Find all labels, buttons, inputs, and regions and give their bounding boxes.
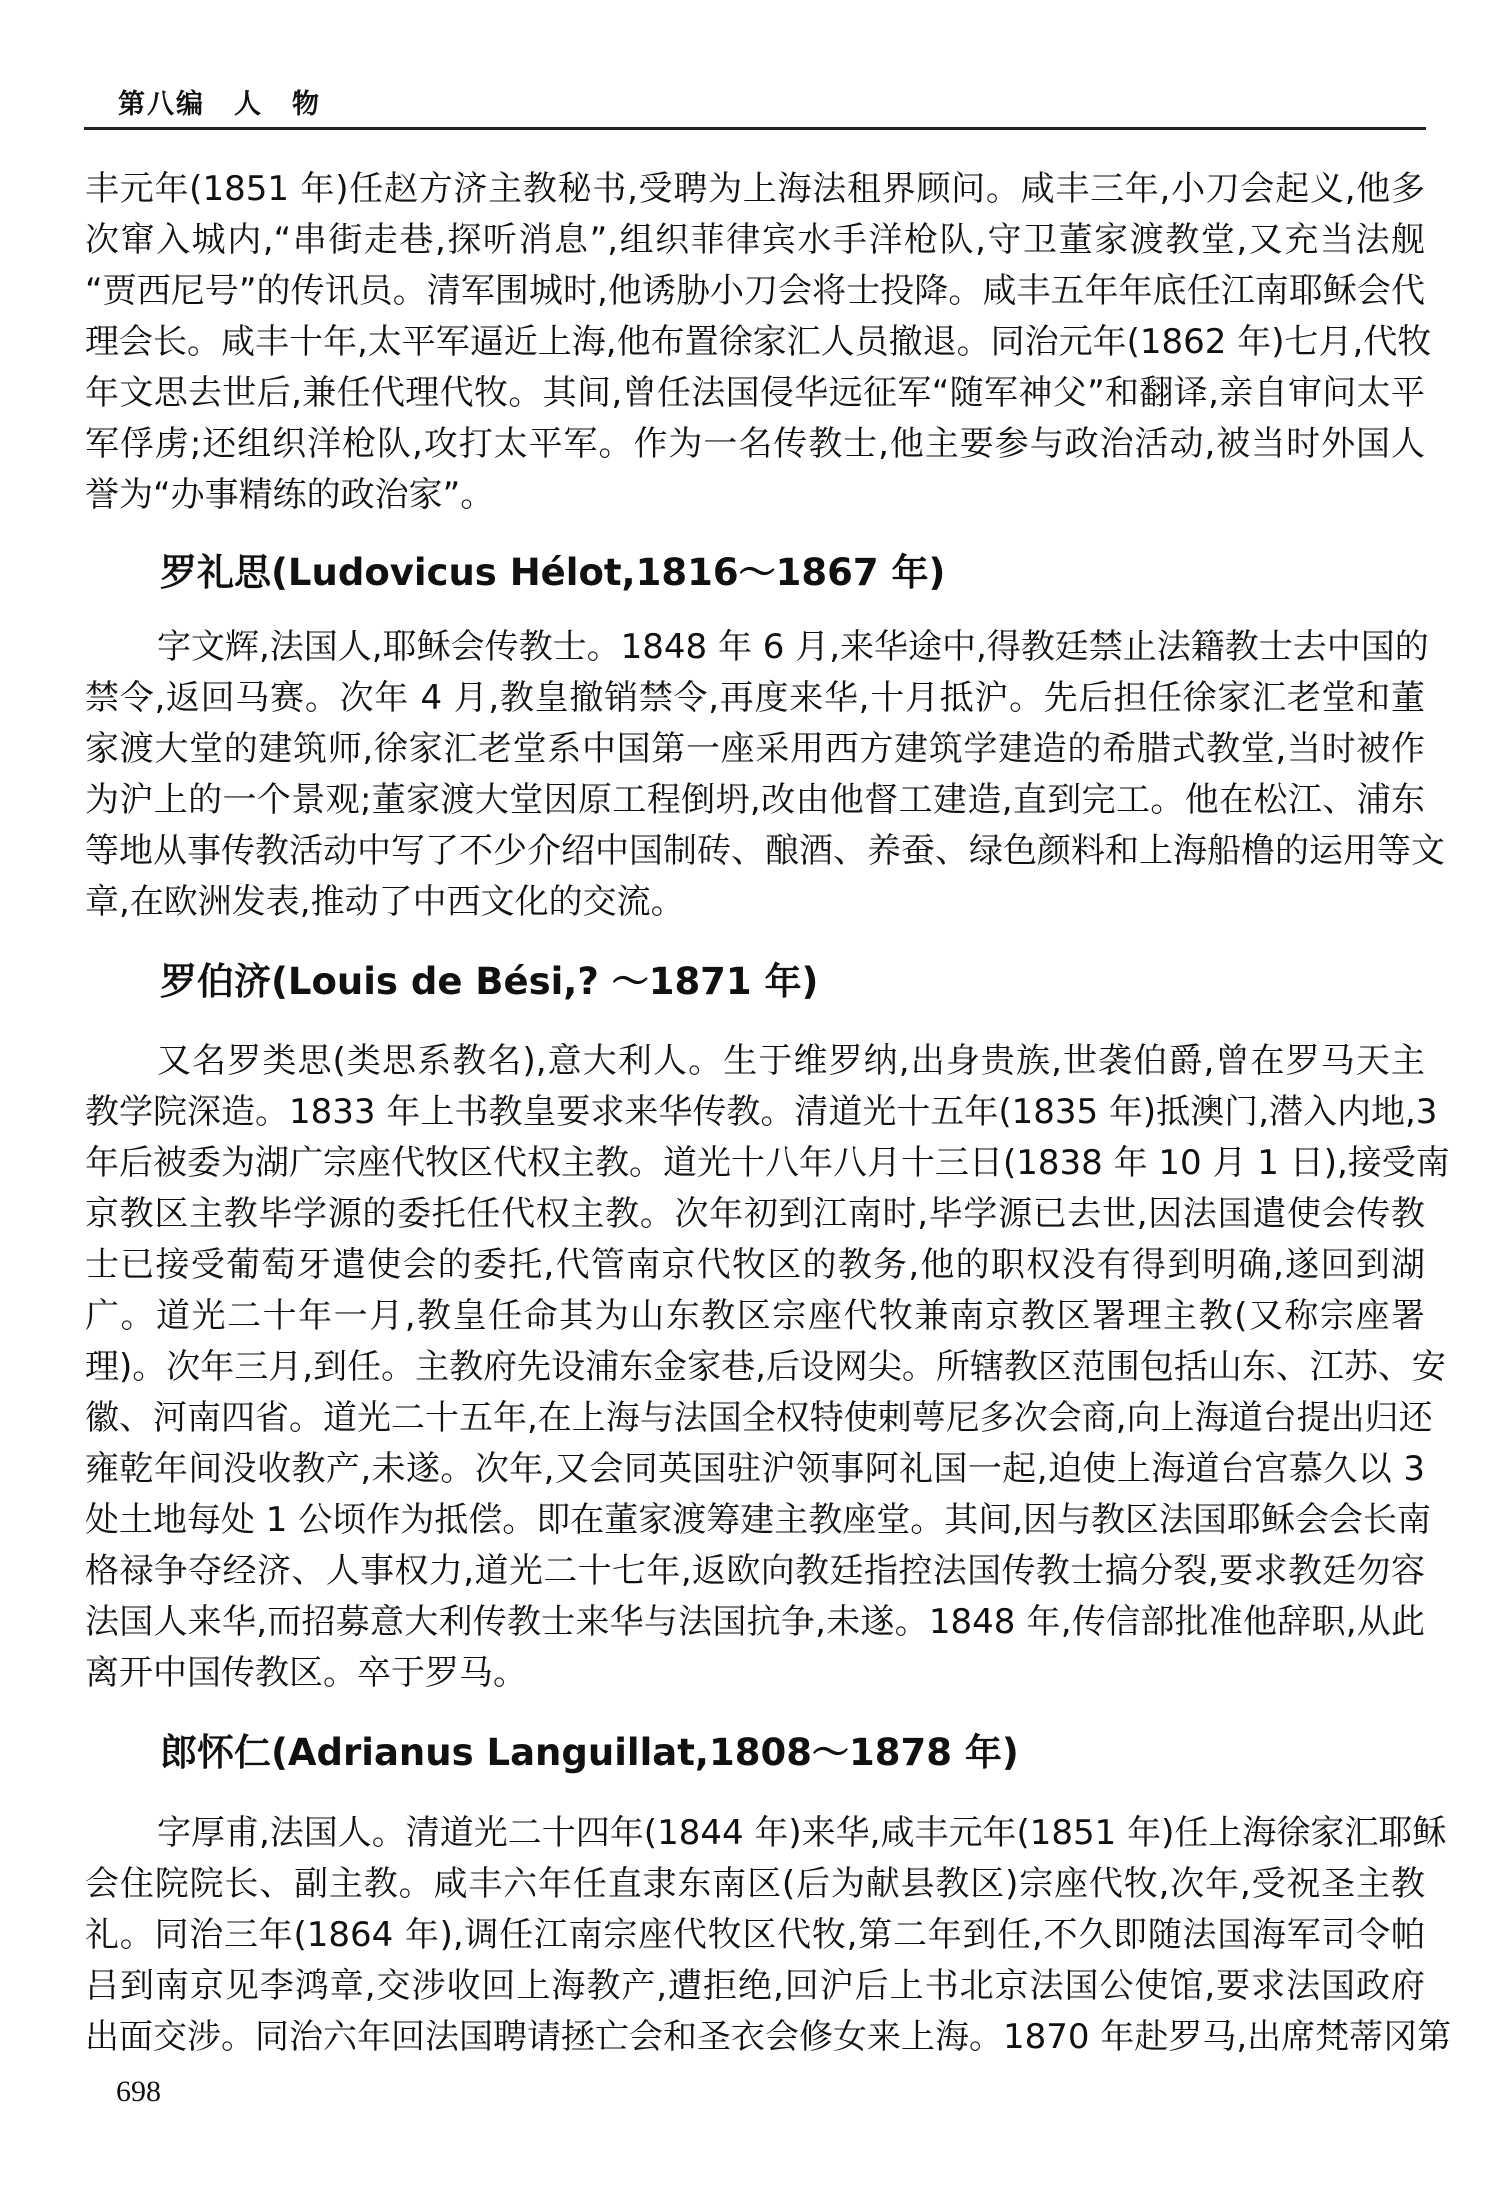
text-line: 年后被委为湖广宗座代牧区代权主教。道光十八年八月十三日(1838 年 10 月 1 日),接受南 [85, 1143, 1450, 1183]
text-line: 教学院深造。1833 年上书教皇要求来华传教。清道光十五年(1835 年)抵澳门,潜入内地,3 [85, 1092, 1438, 1132]
text-line: 字文辉,法国人,耶稣会传教士。1848 年 6 月,来华途中,得教廷禁止法籍教士去中国的 [157, 627, 1429, 667]
text-line: 等地从事传教活动中写了不少介绍中国制砖、酿酒、养蚕、绿色颜料和上海船橹的运用等文 [85, 831, 1445, 871]
paragraph-languillat [85, 1808, 1452, 2063]
text-line: 徽、河南四省。道光二十五年,在上海与法国全权特使剌萼尼多次会商,向上海道台提出归还 [85, 1398, 1433, 1438]
text-line: 礼。同治三年(1864 年),调任江南宗座代牧区代牧,第二年到任,不久即随法国海军司令帕 [85, 1915, 1425, 1955]
entry-heading-languillat: 郎怀仁(Adrianus Languillat,1808～1878 年) [160, 1731, 1019, 1774]
text-line: 吕到南京见李鸿章,交涉收回上海教产,遭拒绝,回沪后上书北京法国公使馆,要求法国政府 [85, 1966, 1425, 2006]
text-line: 理会长。咸丰十年,太平军逼近上海,他布置徐家汇人员撤退。同治元年(1862 年)七月,代牧 [85, 322, 1432, 362]
paragraph-besi [85, 1036, 1450, 1699]
entry-heading-helot: 罗礼思(Ludovicus Hélot,1816～1867 年) [160, 551, 946, 594]
text-line: 章,在欧洲发表,推动了中西文化的交流。 [85, 882, 685, 922]
paragraph-continued [85, 164, 1432, 521]
text-line: 会住院院长、副主教。咸丰六年任直隶东南区(后为献县教区)宗座代牧,次年,受祝圣主教 [85, 1864, 1425, 1904]
entry-heading-besi: 罗伯济(Louis de Bési,? ～1871 年) [160, 960, 819, 1003]
page-number: 698 [116, 2075, 161, 2108]
text-line: 又名罗类思(类思系教名),意大利人。生于维罗纳,出身贵族,世袭伯爵,曾在罗马天主 [157, 1041, 1425, 1081]
text-line: 年文思去世后,兼任代理代牧。其间,曾任法国侵华远征军“随军神父”和翻译,亲自审问太平 [85, 373, 1425, 413]
text-line: 字厚甫,法国人。清道光二十四年(1844 年)来华,咸丰元年(1851 年)任上海徐家汇耶稣 [157, 1813, 1447, 1853]
text-line: 广。道光二十年一月,教皇任命其为山东教区宗座代牧兼南京教区署理主教(又称宗座署 [85, 1296, 1425, 1336]
text-line: 处土地每处 1 公顷作为抵偿。即在董家渡筹建主教座堂。其间,因与教区法国耶稣会会长南 [85, 1500, 1432, 1540]
text-line: 禁令,返回马赛。次年 4 月,教皇撤销禁令,再度来华,十月抵沪。先后担任徐家汇老堂和董 [85, 678, 1425, 718]
paragraph-helot [85, 622, 1445, 928]
text-line: 次窜入城内,“串街走巷,探听消息”,组织菲律宾水手洋枪队,守卫董家渡教堂,又充当法舰 [85, 220, 1425, 260]
text-line: 誉为“办事精练的政治家”。 [85, 475, 495, 515]
text-line: 京教区主教毕学源的委托任代权主教。次年初到江南时,毕学源已去世,因法国遣使会传教 [85, 1194, 1425, 1234]
header-rule [84, 127, 1426, 130]
text-line: “贾西尼号”的传讯员。清军围城时,他诱胁小刀会将士投降。咸丰五年年底任江南耶稣会代 [85, 271, 1425, 311]
text-line: 士已接受葡萄牙遣使会的委托,代管南京代牧区的教务,他的职权没有得到明确,遂回到湖 [85, 1245, 1425, 1285]
text-line: 理)。次年三月,到任。主教府先设浦东金家巷,后设网尖。所辖教区范围包括山东、江苏、安 [85, 1347, 1446, 1387]
text-line: 家渡大堂的建筑师,徐家汇老堂系中国第一座采用西方建筑学建造的希腊式教堂,当时被作 [85, 729, 1425, 769]
running-header: 第八编 人 物 [118, 89, 321, 120]
text-line: 出面交涉。同治六年回法国聘请拯亡会和圣衣会修女来上海。1870 年赴罗马,出席梵蒂冈第 [85, 2017, 1452, 2057]
text-line: 为沪上的一个景观;董家渡大堂因原工程倒坍,改由他督工建造,直到完工。他在松江、浦东 [85, 780, 1425, 820]
text-line: 丰元年(1851 年)任赵方济主教秘书,受聘为上海法租界顾问。咸丰三年,小刀会起义,他多 [85, 169, 1425, 209]
text-line: 法国人来华,而招募意大利传教士来华与法国抗争,未遂。1848 年,传信部批准他辞职,从此 [85, 1602, 1425, 1642]
text-line: 离开中国传教区。卒于罗马。 [85, 1653, 527, 1693]
text-line: 军俘虏;还组织洋枪队,攻打太平军。作为一名传教士,他主要参与政治活动,被当时外国人 [85, 424, 1425, 464]
text-line: 格禄争夺经济、人事权力,道光二十七年,返欧向教廷指控法国传教士搞分裂,要求教廷勿容 [85, 1551, 1425, 1591]
text-line: 雍乾年间没收教产,未遂。次年,又会同英国驻沪领事阿礼国一起,迫使上海道台宫慕久以 3 [85, 1449, 1425, 1489]
